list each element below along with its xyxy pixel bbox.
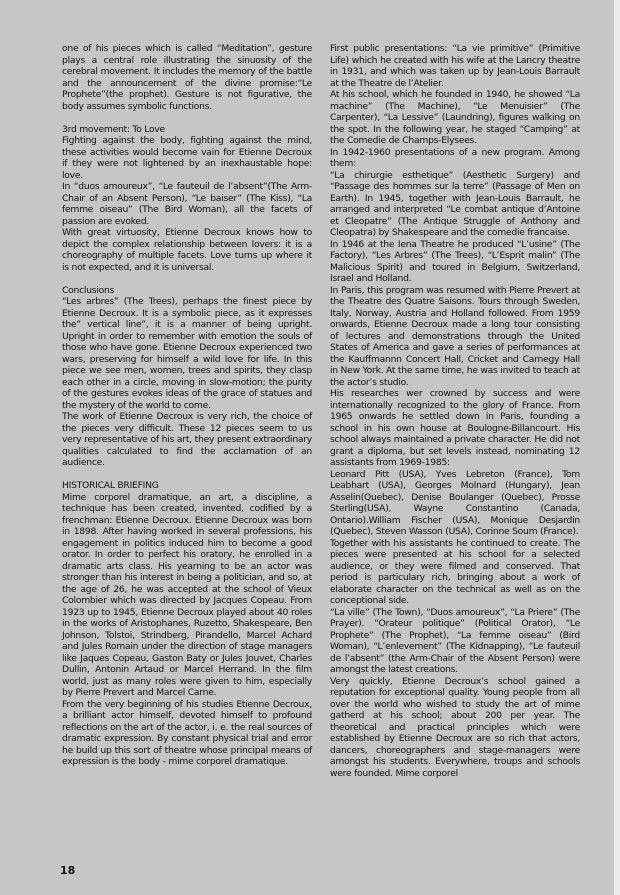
paragraph-school-1940: At his school, which he founded in 1940, he showed “La machine” (The Machine), “Le Menuisier” (The Carpenter), “La Lessive” (Laundring), figures walking on the spot. In the following year, he staged “Camping” at the Comedie de Champs-Elysees. (330, 89, 580, 146)
paragraph-work-rich: The work of Etienne Decroux is very rich, the choice of the pieces very difficult. These 12 pieces seem to us very representative of his art, they present extraordinary qualities calculated to find the acclamation of an audience. (62, 411, 312, 468)
paragraph-les-arbres: “Les arbres” (The Trees), perhaps the finest piece by Etienne Decroux. It is a symbolic piece, as it expresses the” vertical line”, it is a manner of being upright. Upright in order to remember with emotion the souls of those who have gone. Etienne Decroux experienced two wars, preserving for himself a wild love for life. In this piece we see men, women, trees and spirits, they clasp each other in a circle, moving in slow-motion; the purity of the gestures evokes ideas of the grace of statues and the mystery of the world to come. (62, 296, 312, 411)
page-edge-strip (614, 0, 620, 895)
paragraph-reputation: Very quickly, Etienne Decroux’s school gained a reputation for exceptional quality. Young people from all over the world who wished to study the art of mime gatherd at his school; about 200 per year. The theoretical and practical principles which were established by Etienne Decroux are so rich that actors, dancers, choreographers and stage-managers were amongst his students. Everywhere, troups and schools were founded. Mime corporel (330, 675, 580, 779)
paragraph-chirurgie: “La chirurgie esthetique” (Aesthetic Surgery) and “Passage des hommes sur la terre” (Passage of Men on Earth). In 1945, together with Jean-Louis Barrault, he arranged and interpreted “Le combat antique d’Antoine et Cleopatre” (The Antique Struggle of Anthony and Cleopatra) by Shakespeare and the comedie francaise. (330, 169, 580, 238)
paragraph-1946-iena: In 1946 at the Iena Theatre he produced “L’usine” (The Factory), “Les Arbres” (The Trees), “L’Esprit malin” (The Malicious Spirit) and toured in Belgium, Switzerland, Israel and Holland. (330, 238, 580, 284)
paragraph-meditation: one of his pieces which is called “Meditation”, gesture plays a central role illustrating the sinuosity of the cerebral movement. It includes the memory of the battle and the announcement of the divine promise:“Le Prophete”(the prophet). Gesture is not figurative, the body assumes symbolic functions. (62, 43, 312, 112)
paragraph-continued-create: Together with his assistants he continued to create. The pieces were presented at his school for a selected audience, or they were filmed and conserved. That period is particulary rich, bringing about a work of elaborate character on the technical as well as on the conceptional side. (330, 537, 580, 606)
right-column (330, 43, 580, 779)
heading-conclusions: Conclusions (62, 284, 115, 296)
page-number: 18 (60, 864, 76, 877)
heading-third-movement: 3rd movement: To Love (62, 123, 165, 135)
paragraph-1942-1960: In 1942-1960 presentations of a new program. Among them: (330, 146, 580, 169)
paragraph-latest-creations: “La ville” (The Town), “Duos amoureux”, “La Priere” (The Prayer). “Orateur politique” (Political Orator), “Le Prophete” (The Prophet), “La femme oiseau” (Bird Woman), “L’enlevement” (The Kidnapping), “Le fauteuil de l’absent” (the Arm-Chair of the Absent Person) were amongst the latest creations. (330, 606, 580, 675)
paragraph-paris-tours: In Paris, this program was resumed with Pierre Prevert at the Theatre des Quatre Saisons. Tours through Sweden, Italy, Norway, Austria and Holland followed. From 1959 onwards, Etienne Decroux made a long tour consisting of lectures and demonstrations through the United States of America and gave a series of performances at the Kauffmannn Concert Hall, Cricket and Carnegy Hall in New York. At the same time, he was invited to teach at the actor’s studio. (330, 284, 580, 388)
left-column (62, 43, 312, 768)
paragraph-mime-corporel: Mime corporel dramatique, an art, a discipline, a technique has been created, invented, codified by a frenchman: Etienne Decroux. Etienne Decroux was born in 1898. After having worked in several professions, his engagement in politics induced him to become a good orator. In order to perfect his oratory, he enrolled in a dramatic arts class. His yearning to be an actor was stronger than his interest in being a politician, and so, at the age of 26, he was accepted at the school of Vieux Colombier which was directed by Jacques Copeau. From 1923 up to 1945, Etienne Decroux played about 40 roles in the works of Aristophanes, Ruzetto, Shakespeare, Ben Johnson, Tolstoi, Strindberg, Pirandello, Marcel Achard and Jules Romain under the direction of stage managers like Jaques Copeau, Gaston Baty or Jules Jouvet, Charles Dullin, Antonin Artaud or Marcel Herrand. In the film world, just as many roles were given to him, especially by Pierre Prevert and Marcel Carne. (62, 491, 312, 698)
paragraph-fighting: Fighting against the body, fighting against the mind, these activities would become vain for Etienne Decroux if they were not lightened by an inexhaustable hope: love. (62, 135, 312, 181)
paragraph-assistants-list: Leonard Pitt (USA), Yves Lebreton (France), Tom Leabhart (USA), Georges Molnard (Hungary), Jean Asselin(Quebec), Denise Boulanger (Quebec), Prosse Sterling(USA), Wayne Constantino (Canada, Ontario).William Fischer (USA), Monique Desjardin (Quebec), Steven Wasson (USA), Corinne Soum (France). (330, 468, 580, 537)
paragraph-first-presentations: First public presentations: “La vie primitive” (Primitive Life) which he created with his wife at the Lancry theatre in 1931, and which was taken up by Jean-Louis Barrault at the Theatre de l’Atelier. (330, 43, 580, 89)
paragraph-virtuosity: With great virtuosity, Etienne Decroux knows how to depict the complex relationship between lovers: it is a choreography of multiple facets. Love turns up where it is not expected, and it is universal. (62, 227, 312, 273)
heading-historical-briefing: HISTORICAL BRIEFING (62, 480, 159, 491)
paragraph-beginning-studies: From the very beginning of his studies Etienne Decroux, a brilliant actor himself, devoted himself to profound reflections on the art of the actor, i. e. the real sources of dramatic expression. By constant physical trial and error he build up this sort of theatre whose principal means of expression is the body - mime corporel dramatique. (62, 698, 312, 767)
paragraph-duos: In “duos amoureux”, “Le fauteuil de l’absent”(The Arm-Chair of an Absent Person), “Le baiser” (The Kiss), “La femme oiseau” (The Bird Woman), all the facets of passion are evoked. (62, 181, 312, 227)
paragraph-researches: His researches wer crowned by success and were internationally recognized to the glory of France. From 1965 onwards he settled down in Paris, founding a school in his own house at Boulogne-Billancourt. His school always maintained a private character. He did not grant a diploma, but set levels instead, nominating 12 assistants from 1969-1985: (330, 388, 580, 468)
